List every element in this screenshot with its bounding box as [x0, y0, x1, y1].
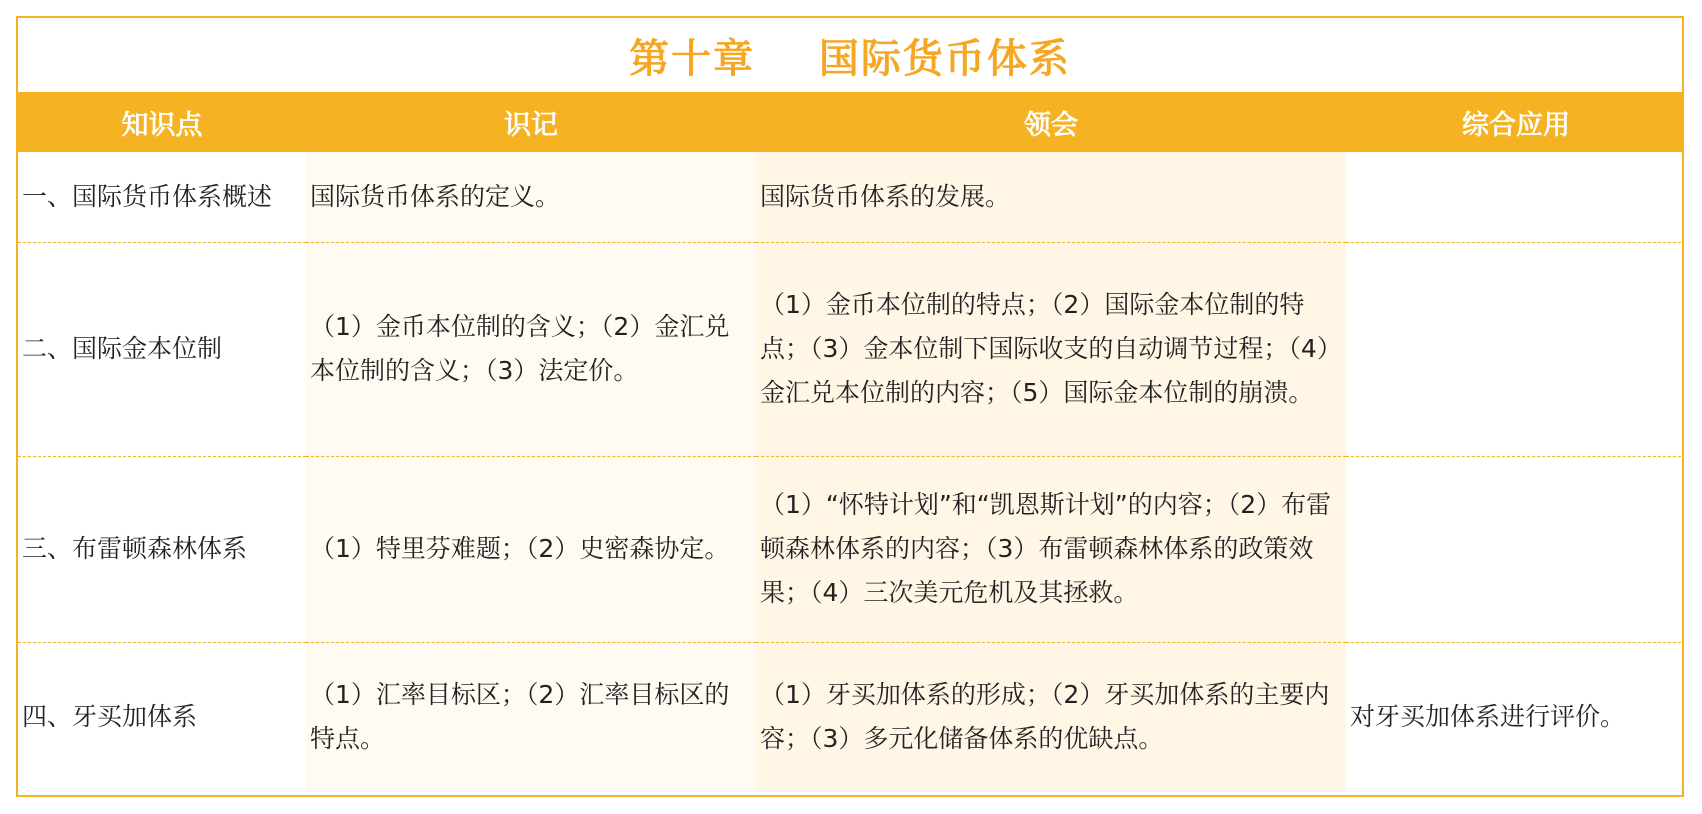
row-knowledge-point: 四、牙买加体系: [18, 642, 306, 792]
row-apply: 对牙买加体系进行评价。: [1346, 642, 1684, 792]
row-apply: [1346, 152, 1684, 242]
syllabus-table: [18, 92, 1684, 792]
row-apply: [1346, 242, 1684, 456]
table-row: [18, 642, 1684, 792]
row-knowledge-point: 二、国际金本位制: [18, 242, 306, 456]
row-memorize: （1）金币本位制的含义；（2）金汇兑本位制的含义；（3）法定价。: [306, 242, 756, 456]
row-knowledge-point: 一、国际货币体系概述: [18, 152, 306, 242]
title-row: [18, 18, 1682, 92]
row-memorize: （1）汇率目标区；（2）汇率目标区的特点。: [306, 642, 756, 792]
table-row: [18, 242, 1684, 456]
row-comprehend: （1）金币本位制的特点；（2）国际金本位制的特点；（3）金本位制下国际收支的自动调节过程；（4）金汇兑本位制的内容；（5）国际金本位制的崩溃。: [756, 242, 1346, 456]
syllabus-table-frame: [16, 16, 1684, 797]
row-comprehend: （1）牙买加体系的形成；（2）牙买加体系的主要内容；（3）多元化储备体系的优缺点。: [756, 642, 1346, 792]
row-memorize: （1）特里芬难题；（2）史密森协定。: [306, 456, 756, 642]
row-memorize: 国际货币体系的定义。: [306, 152, 756, 242]
header-apply: 综合应用: [1346, 92, 1684, 152]
row-apply: [1346, 456, 1684, 642]
table-row: [18, 456, 1684, 642]
page-title: 第十章 国际货币体系: [629, 35, 1071, 82]
header-row: [18, 92, 1684, 152]
header-knowledge-point: 知识点: [18, 92, 306, 152]
table-row: [18, 152, 1684, 242]
row-knowledge-point: 三、布雷顿森林体系: [18, 456, 306, 642]
row-comprehend: 国际货币体系的发展。: [756, 152, 1346, 242]
header-comprehend: 领会: [756, 92, 1346, 152]
row-comprehend: （1）“怀特计划”和“凯恩斯计划”的内容；（2）布雷顿森林体系的内容；（3）布雷顿森林体系的政策效果；（4）三次美元危机及其拯救。: [756, 456, 1346, 642]
header-memorize: 识记: [306, 92, 756, 152]
